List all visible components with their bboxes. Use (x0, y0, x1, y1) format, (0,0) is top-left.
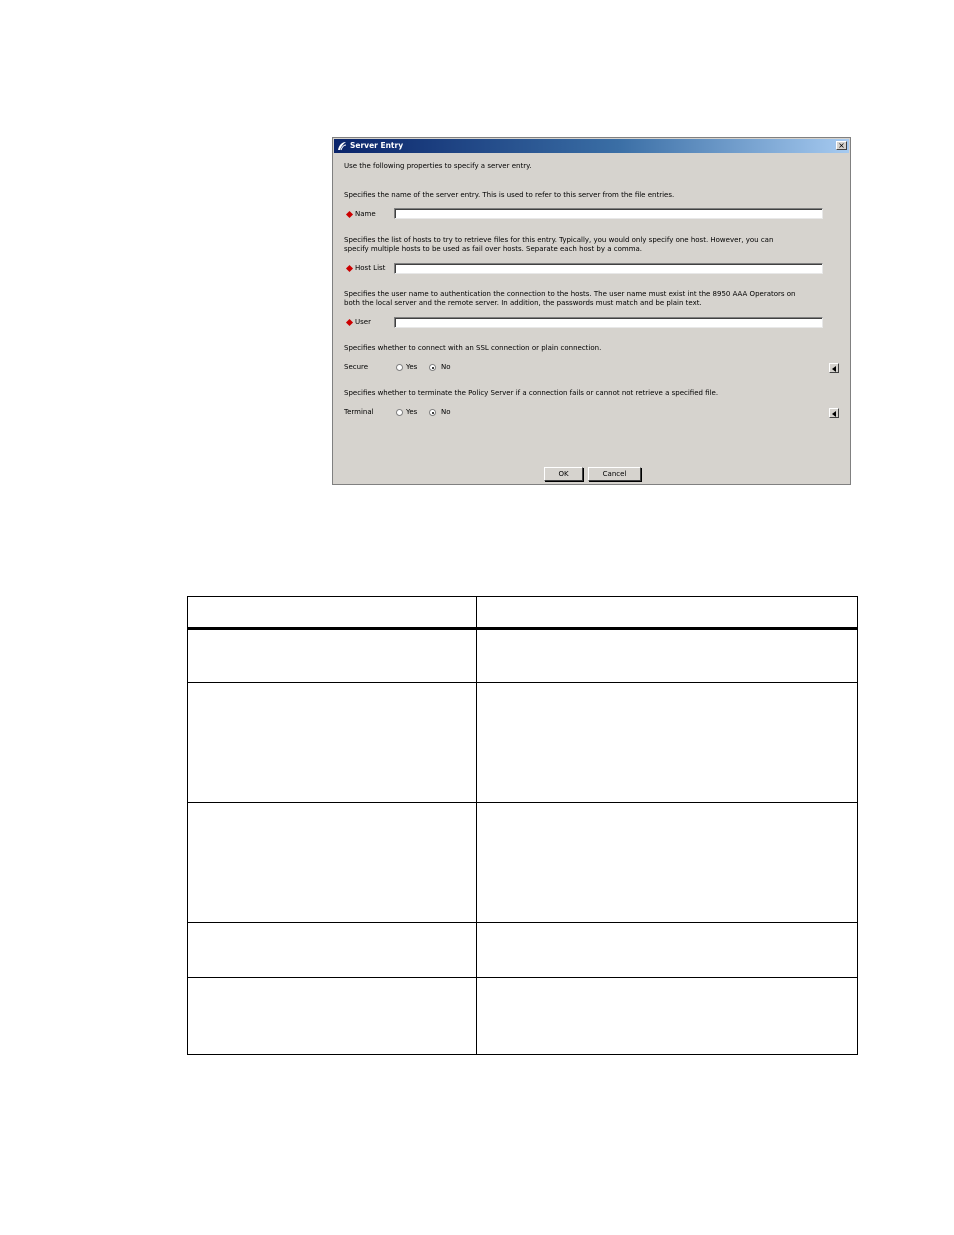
app-logo-icon (337, 141, 347, 151)
terminal-collapse-button[interactable] (829, 408, 839, 418)
name-description: Specifies the name of the server entry. This is used to refer to this server from the file entries. (344, 191, 675, 199)
required-marker-icon (346, 211, 353, 218)
name-input[interactable] (394, 208, 823, 219)
secure-yes-label[interactable]: Yes (406, 363, 418, 371)
table-border-left (187, 596, 188, 1055)
host-list-description-line1: Specifies the list of hosts to try to retrieve files for this entry. Typically, you would only specify one host. However, you can (344, 236, 774, 244)
host-list-label: Host List (355, 264, 386, 272)
terminal-label: Terminal (344, 408, 374, 416)
user-description-line2: both the local server and the remote server. In addition, the passwords must match and be plain text. (344, 299, 702, 307)
name-label: Name (355, 210, 376, 218)
terminal-yes-radio[interactable] (396, 409, 403, 416)
properties-table (187, 596, 858, 1055)
user-input[interactable] (394, 317, 823, 328)
dialog-titlebar[interactable] (334, 139, 849, 153)
cancel-button[interactable]: Cancel (588, 467, 641, 481)
user-label: User (355, 318, 371, 326)
table-column-divider (476, 596, 477, 1055)
secure-description: Specifies whether to connect with an SSL connection or plain connection. (344, 344, 602, 352)
close-button[interactable] (836, 141, 847, 150)
host-list-description-line2: specify multiple hosts to be used as fail over hosts. Separate each host by a comma. (344, 245, 643, 253)
server-entry-dialog (332, 137, 851, 485)
terminal-yes-label[interactable]: Yes (406, 408, 418, 416)
ok-button[interactable]: OK (544, 467, 583, 481)
terminal-no-label[interactable]: No (441, 408, 451, 416)
table-row-rule (187, 977, 858, 978)
table-header-rule (187, 627, 858, 630)
table-row-rule (187, 922, 858, 923)
intro-text: Use the following properties to specify a server entry. (344, 162, 532, 170)
secure-no-radio[interactable] (429, 364, 436, 371)
secure-label: Secure (344, 363, 369, 371)
table-row-rule (187, 682, 858, 683)
user-description-line1: Specifies the user name to authentication the connection to the hosts. The user name must exist int the 8950 AAA Operators on (344, 290, 796, 298)
close-icon: × (838, 141, 845, 150)
table-row-rule (187, 802, 858, 803)
host-list-input[interactable] (394, 263, 823, 274)
secure-yes-radio[interactable] (396, 364, 403, 371)
table-border-right (857, 596, 858, 1055)
terminal-description: Specifies whether to terminate the Policy Server if a connection fails or cannot not retrieve a specified file. (344, 389, 719, 397)
required-marker-icon (346, 319, 353, 326)
required-marker-icon (346, 265, 353, 272)
dialog-title: Server Entry (350, 141, 404, 150)
table-bottom-rule (187, 1054, 858, 1055)
terminal-no-radio[interactable] (429, 409, 436, 416)
secure-collapse-button[interactable] (829, 363, 839, 373)
table-top-rule (187, 596, 858, 597)
secure-no-label[interactable]: No (441, 363, 451, 371)
